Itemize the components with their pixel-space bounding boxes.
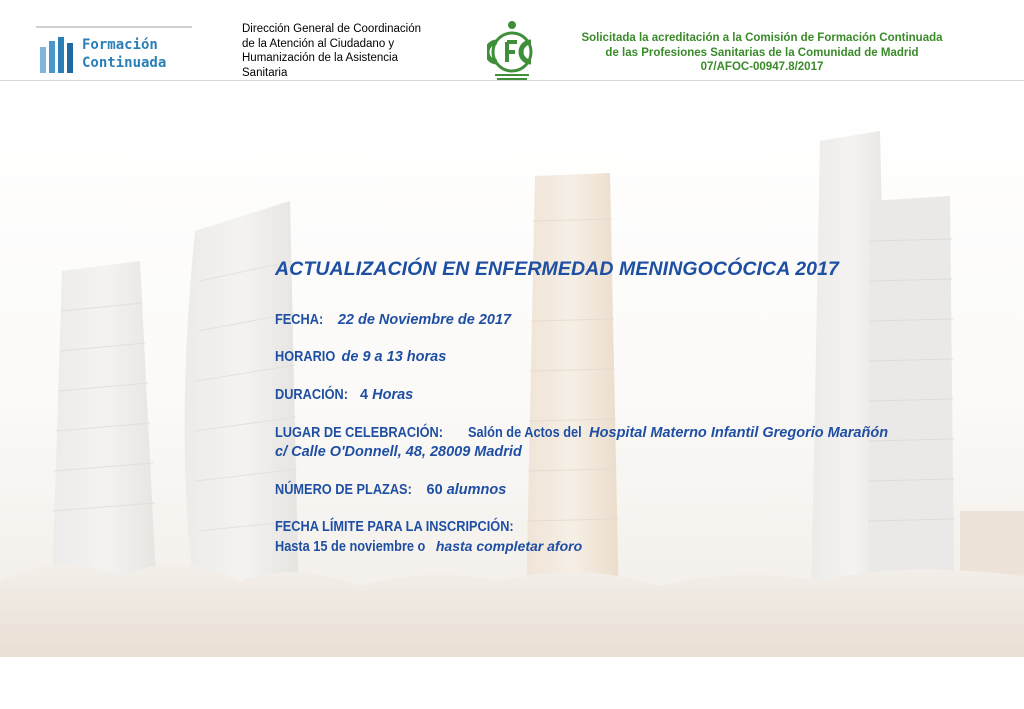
accreditation-line-2: de las Profesiones Sanitarias de la Comunidad de Madrid: [605, 46, 919, 59]
trees-ground: [0, 565, 1024, 657]
cfc-seal-icon: [487, 20, 537, 88]
event-details: [275, 258, 975, 555]
lugar-row: [275, 425, 888, 441]
horario-value: de 9 a 13 horas: [341, 349, 447, 365]
limite-value-row: [275, 538, 582, 555]
accreditation-code: 07/AFOC-00947.8/2017: [700, 61, 824, 73]
duracion-label: DURACIÓN:: [275, 387, 349, 403]
plazas-number: 60: [426, 482, 443, 498]
madrid-skyline-background: [0, 81, 1024, 657]
lugar-address-row: [275, 444, 522, 460]
lugar-sala: Salón de Actos del: [467, 425, 582, 441]
lugar-hospital: Hospital Materno Infantil Gregorio Marañón: [589, 425, 889, 441]
event-title: ACTUALIZACIÓN EN ENFERMEDAD MENINGOCÓCICA 2017: [275, 258, 839, 280]
org-line-2: de la Atención al Ciudadano y: [242, 37, 395, 50]
document-header: [0, 0, 1024, 81]
org-line-1: Dirección General de Coordinación: [242, 23, 421, 35]
accreditation-line-1: Solicitada la acreditación a la Comisión de Formación Continuada: [581, 32, 943, 44]
duracion-unit: Horas: [372, 387, 414, 403]
limite-prefix: Hasta 15 de noviembre o: [275, 539, 426, 555]
duracion-row: [275, 387, 413, 403]
page-footer-margin: [0, 657, 1024, 709]
accreditation-notice: [566, 31, 958, 75]
plazas-label: NÚMERO DE PLAZAS:: [275, 482, 412, 498]
limite-suffix: hasta completar aforo: [435, 538, 583, 554]
plazas-row: [275, 482, 506, 498]
logo-line-1: Formación: [82, 37, 158, 53]
limite-row: [275, 519, 546, 535]
fecha-row: [275, 312, 511, 328]
plazas-unit: alumnos: [446, 482, 507, 498]
horario-row: [275, 349, 446, 365]
fecha-value: 22 de Noviembre de 2017: [337, 312, 512, 328]
logo-text: [82, 36, 166, 72]
organization-name: [242, 22, 442, 80]
formacion-continuada-logo: [36, 26, 192, 78]
skyline-illustration: [0, 81, 1024, 657]
bars-icon: [40, 37, 74, 73]
lugar-label: LUGAR DE CELEBRACIÓN:: [275, 425, 444, 441]
duracion-number: 4: [360, 387, 369, 403]
horario-label: HORARIO: [275, 349, 336, 365]
lugar-address: c/ Calle O'Donnell, 48, 28009 Madrid: [275, 444, 522, 460]
org-line-4: Sanitaria: [242, 66, 288, 79]
fecha-label: FECHA:: [275, 312, 324, 328]
logo-line-2: Continuada: [82, 55, 167, 71]
org-line-3: Humanización de la Asistencia: [242, 52, 398, 64]
limite-label: FECHA LÍMITE PARA LA INSCRIPCIÓN:: [275, 519, 514, 535]
